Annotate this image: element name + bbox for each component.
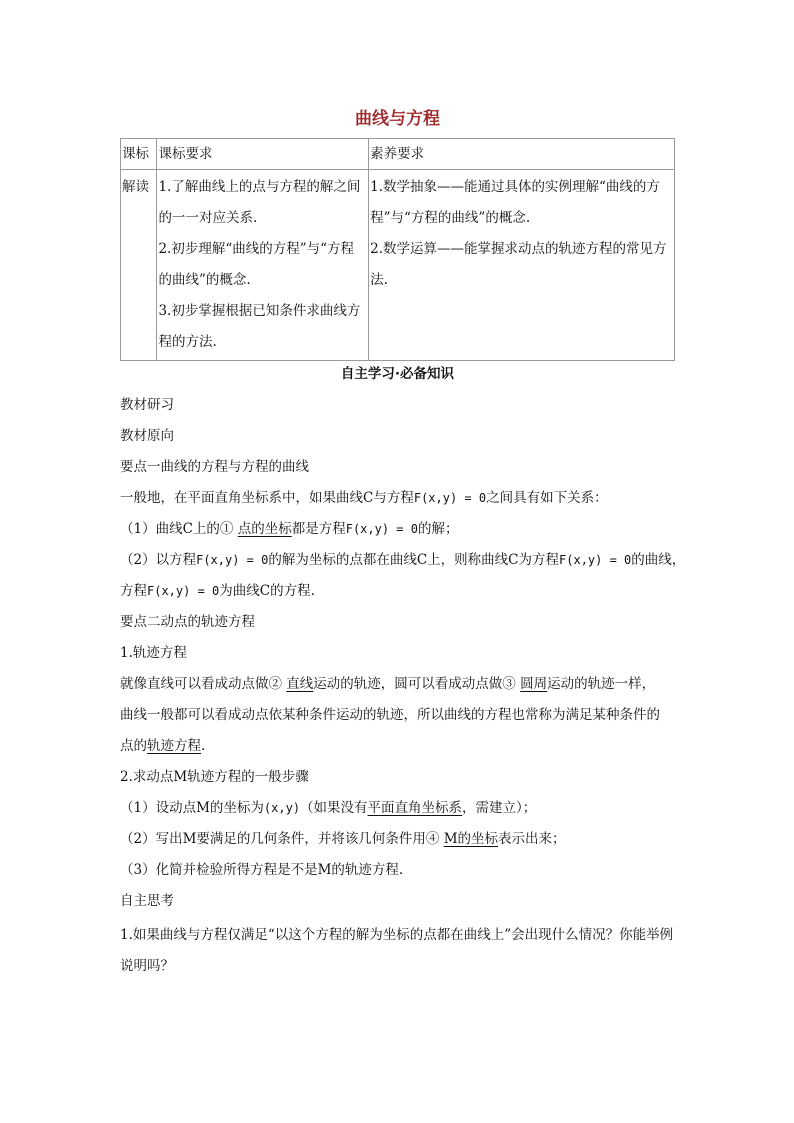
table-cell-curriculum-requirements — [157, 170, 369, 361]
literacy-item: 1.数学抽象——能通过具体的实例理解“曲线的方程”与“方程的曲线”的概念. — [370, 179, 660, 226]
requirement-item: 1.了解曲线上的点与方程的解之间的一一对应关系. — [158, 179, 361, 226]
paragraph-line: （1）曲线C上的① 点的坐标都是方程F(x,y) = 0的解； — [120, 521, 459, 537]
step-line: （3）化简并检验所得方程是不是M的轨迹方程. — [120, 862, 404, 878]
section-title: 自主学习·必备知识 — [340, 366, 455, 382]
step-line: （1）设动点M的坐标为(x,y)（如果没有平面直角坐标系，需建立）； — [120, 800, 537, 816]
paragraph-line: 一般地，在平面直角坐标系中，如果曲线C与方程F(x,y) = 0之间具有如下关系： — [120, 490, 608, 506]
answer-blank-1: 点的坐标 — [237, 521, 292, 537]
table-cell-label: 解读 — [121, 170, 157, 361]
equation: F(x,y) = 0 — [196, 553, 269, 567]
table-cell-literacy-requirements — [369, 170, 675, 361]
paragraph-line: 曲线一般都可以看成动点依某种条件运动的轨迹，所以曲线的方程也常称为满足某种条件的 — [120, 707, 660, 723]
paragraph-line: 方程F(x,y) = 0为曲线C的方程. — [120, 583, 315, 599]
heading-textbook-direction: 教材原向 — [120, 428, 174, 444]
literacy-item: 2.数学运算——能掌握求动点的轨迹方程的常见方法. — [370, 241, 667, 288]
equation: F(x,y) = 0 — [413, 491, 487, 505]
table-header-cell: 课标 — [121, 139, 157, 170]
answer-blank-2: 直线 — [286, 676, 314, 692]
body-text — [120, 393, 686, 982]
step-line: （2）写出M要满足的几何条件，并将该几何条件用④ M的坐标表示出来； — [120, 831, 566, 847]
underlined-term: 平面直角坐标系 — [367, 800, 463, 816]
table-header-cell: 课标要求 — [157, 139, 369, 170]
underlined-term: 轨迹方程 — [147, 738, 201, 754]
equation: F(x,y) = 0 — [147, 584, 220, 598]
answer-blank-4: M的坐标 — [443, 831, 499, 847]
heading-self-thinking: 自主思考 — [120, 893, 174, 909]
equation: F(x,y) = 0 — [345, 522, 418, 536]
heading-textbook-study: 教材研习 — [120, 397, 174, 413]
answer-blank-3: 圆周 — [520, 676, 548, 692]
paragraph-line: （2）以方程F(x,y) = 0的解为坐标的点都在曲线C上，则称曲线C为方程F(x,y) = 0的曲线， — [120, 552, 686, 568]
table-header-cell: 素养要求 — [369, 139, 675, 170]
page-title: 曲线与方程 — [355, 109, 440, 129]
key-point-one-heading: 要点一曲线的方程与方程的曲线 — [120, 459, 309, 475]
table-header-row — [121, 139, 675, 170]
requirement-item: 3.初步掌握根据已知条件求曲线方程的方法. — [158, 303, 361, 350]
table-row — [121, 170, 675, 361]
equation: F(x,y) = 0 — [559, 553, 632, 567]
subheading-trajectory-equation: 1.轨迹方程 — [120, 645, 187, 661]
curriculum-table — [120, 138, 675, 361]
requirement-item: 2.初步理解“曲线的方程”与“方程的曲线”的概念. — [158, 241, 355, 288]
paragraph-line: 就像直线可以看成动点做② 直线运动的轨迹，圆可以看成动点做③ 圆周运动的轨迹一样， — [120, 676, 656, 692]
question-line: 1.如果曲线与方程仅满足“以这个方程的解为坐标的点都在曲线上”会出现什么情况？你能举例说明吗？ — [120, 927, 674, 974]
coordinate: (x,y) — [263, 801, 301, 815]
subheading-general-steps: 2.求动点M轨迹方程的一般步骤 — [120, 769, 309, 785]
paragraph-line: 点的轨迹方程. — [120, 738, 206, 754]
key-point-two-heading: 要点二动点的轨迹方程 — [120, 614, 255, 630]
